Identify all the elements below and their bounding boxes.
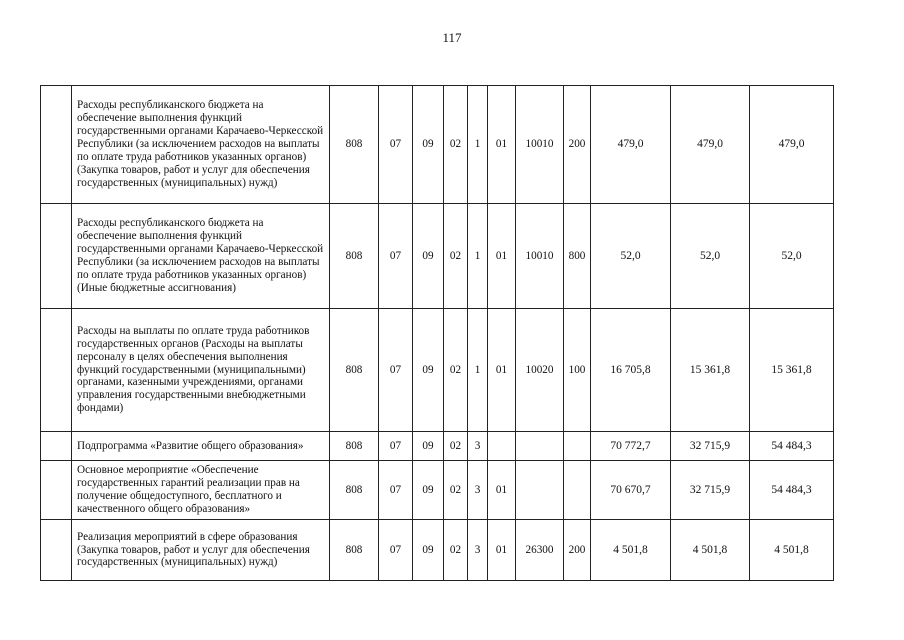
row-description: Расходы республиканского бюджета на обеспечение выполнения функций государственными органами Карачаево-Черкесской Республики (за исключением расходов на выплаты по оплате труда работников указанных органов) (Иные бюджетные ассигнования) [72,204,330,309]
code-cell: 09 [413,520,444,581]
code-cell: 07 [379,432,413,461]
row-description: Расходы на выплаты по оплате труда работников государственных органов (Расходы на выплаты персоналу в целях обеспечения выполнения функций государственными (муниципальными) органами, казенными учреждениями, органами управления государственными внебюджетными фондами) [72,309,330,432]
row-index-cell [41,309,72,432]
budget-table [40,85,834,581]
code-cell: 1 [468,204,488,309]
code-cell: 01 [488,86,516,204]
code-cell: 200 [564,86,591,204]
page-number: 117 [442,30,462,45]
code-cell: 02 [444,520,468,581]
code-cell: 07 [379,461,413,520]
amount-cell: 479,0 [671,86,750,204]
code-cell: 02 [444,461,468,520]
code-cell: 07 [379,86,413,204]
code-cell: 800 [564,204,591,309]
amount-cell: 54 484,3 [750,432,834,461]
table-row [41,204,834,309]
code-cell [564,461,591,520]
code-cell [564,432,591,461]
code-cell: 07 [379,520,413,581]
table-body [41,86,834,581]
amount-cell: 52,0 [591,204,671,309]
code-cell [516,461,564,520]
amount-cell: 16 705,8 [591,309,671,432]
row-description: Основное мероприятие «Обеспечение государственных гарантий реализации прав на получение общедоступного, бесплатного и качественного общего образования» [72,461,330,520]
code-cell: 3 [468,520,488,581]
code-cell: 808 [330,86,379,204]
row-description: Реализация мероприятий в сфере образования (Закупка товаров, работ и услуг для обеспечения государственных (муниципальных) нужд) [72,520,330,581]
code-cell [516,432,564,461]
amount-cell: 52,0 [750,204,834,309]
table-row [41,432,834,461]
row-description: Подпрограмма «Развитие общего образования» [72,432,330,461]
table-row [41,461,834,520]
code-cell: 02 [444,432,468,461]
code-cell: 808 [330,461,379,520]
code-cell: 02 [444,204,468,309]
code-cell: 09 [413,432,444,461]
code-cell: 01 [488,309,516,432]
amount-cell: 15 361,8 [671,309,750,432]
code-cell: 3 [468,461,488,520]
code-cell: 808 [330,309,379,432]
code-cell: 09 [413,86,444,204]
code-cell: 09 [413,204,444,309]
row-description: Расходы республиканского бюджета на обеспечение выполнения функций государственными органами Карачаево-Черкесской Республики (за исключением расходов на выплаты по оплате труда работников указанных органов) (Закупка товаров, работ и услуг для обеспечения государственных (муниципальных) нужд) [72,86,330,204]
code-cell: 808 [330,204,379,309]
row-index-cell [41,520,72,581]
code-cell: 26300 [516,520,564,581]
code-cell: 02 [444,86,468,204]
table-row [41,309,834,432]
code-cell: 01 [488,520,516,581]
amount-cell: 54 484,3 [750,461,834,520]
row-index-cell [41,432,72,461]
code-cell: 10010 [516,204,564,309]
amount-cell: 4 501,8 [671,520,750,581]
code-cell: 808 [330,520,379,581]
amount-cell: 4 501,8 [591,520,671,581]
code-cell [488,432,516,461]
amount-cell: 479,0 [750,86,834,204]
code-cell: 09 [413,309,444,432]
amount-cell: 32 715,9 [671,432,750,461]
table-row [41,520,834,581]
amount-cell: 70 670,7 [591,461,671,520]
row-index-cell [41,204,72,309]
amount-cell: 52,0 [671,204,750,309]
code-cell: 01 [488,461,516,520]
code-cell: 07 [379,309,413,432]
table-row [41,86,834,204]
code-cell: 1 [468,86,488,204]
code-cell: 100 [564,309,591,432]
amount-cell: 32 715,9 [671,461,750,520]
code-cell: 10020 [516,309,564,432]
code-cell: 200 [564,520,591,581]
code-cell: 01 [488,204,516,309]
amount-cell: 4 501,8 [750,520,834,581]
code-cell: 02 [444,309,468,432]
code-cell: 808 [330,432,379,461]
row-index-cell [41,461,72,520]
code-cell: 1 [468,309,488,432]
code-cell: 10010 [516,86,564,204]
code-cell: 09 [413,461,444,520]
amount-cell: 479,0 [591,86,671,204]
amount-cell: 15 361,8 [750,309,834,432]
row-index-cell [41,86,72,204]
code-cell: 3 [468,432,488,461]
code-cell: 07 [379,204,413,309]
amount-cell: 70 772,7 [591,432,671,461]
